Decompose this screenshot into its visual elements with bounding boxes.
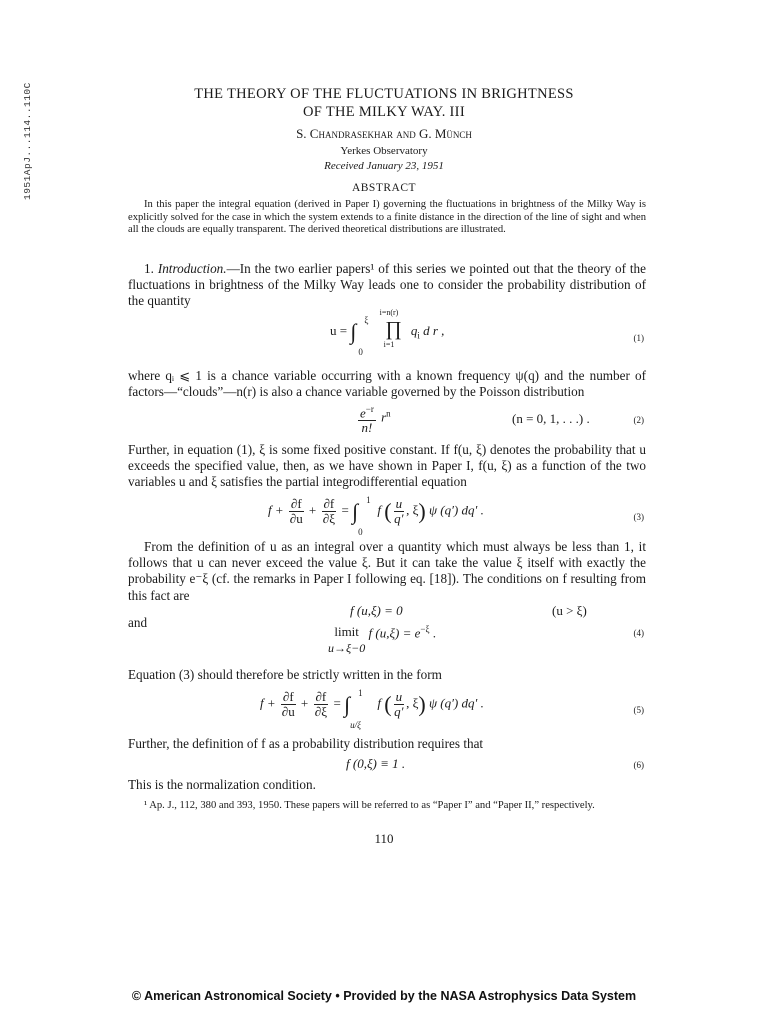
eq5-frac-den: q′ — [394, 704, 404, 719]
eq3-d2-num: ∂f — [323, 496, 335, 511]
eq4b-limit-sub: u→ξ−0 — [328, 641, 366, 655]
eq5-d2-den: ∂ξ — [314, 704, 327, 719]
section-title: Introduction. — [157, 261, 227, 276]
eq2-tail-exp: n — [386, 408, 391, 419]
eq5-plus: + — [300, 695, 309, 711]
eq5-rest: , ξ — [406, 695, 419, 711]
eq5-d2-num: ∂f — [315, 689, 327, 704]
eq3-equals: = — [341, 502, 349, 518]
eq5-tail: ψ (q′) dq′ . — [428, 695, 484, 711]
eq4b-expr: f (u,ξ) = e — [368, 625, 421, 641]
eq3-rest: , ξ — [406, 502, 419, 518]
eq5-d1-num: ∂f — [282, 689, 294, 704]
eq2-tail: r — [381, 409, 387, 425]
paragraph-5: Equation (3) should therefore be strictly written in the form — [128, 667, 442, 682]
eq2-numerator: e — [360, 405, 366, 421]
equation-2 — [356, 402, 391, 435]
authors: S. Chandrasekhar and G. Münch — [296, 126, 472, 141]
equation-4b — [328, 624, 436, 656]
eq5-f: f — [377, 695, 381, 711]
footnote: ¹ Ap. J., 112, 380 and 393, 1950. These papers will be referred to as “Paper I” and “Paper II,” respectively. — [144, 800, 595, 811]
eq2-numerator-exp: −r — [365, 404, 374, 414]
eq3-lhs: f + — [268, 502, 284, 518]
eq3-int-lower: 0 — [358, 526, 363, 537]
eq1-int-lower: 0 — [358, 347, 363, 358]
equation-6 — [346, 756, 405, 772]
eq4b-limit: limit — [334, 624, 359, 639]
page-number: 110 — [374, 831, 394, 846]
ads-footer: © American Astronomical Society • Provided by the NASA Astrophysics Data System — [131, 989, 637, 1003]
paragraph-6: Further, the definition of f as a probability distribution requires that — [128, 736, 484, 751]
equation-5: f + $\frac{\partial f}{\partial u}$ + $\frac{\partial f}{\partial\xi}$ = ∫ 1 u/ξ f ( $\frac{u}{q'}$ , ξ) ψ (q′) dq′ . — [260, 687, 484, 730]
eq3-d2-den: ∂ξ — [322, 511, 335, 526]
eq1-prod-lower: i=1 — [383, 340, 395, 349]
paper-title-line-1: THE THEORY OF THE FLUCTUATIONS IN BRIGHTNESS — [194, 86, 574, 102]
eq1-lhs: u = — [330, 323, 348, 338]
paper-title-line-2: OF THE MILKY WAY. III — [303, 104, 465, 120]
equation-number-1: (1) — [633, 333, 644, 343]
eq4b-end: . — [432, 625, 436, 641]
equation-number-2: (2) — [633, 415, 644, 425]
eq3-frac-num: u — [395, 496, 403, 511]
eq5-d1-den: ∂u — [281, 704, 295, 719]
abstract-text: In this paper the integral equation (derived in Paper I) governing the fluctuations in brightness of the Milky Way is explicitly solved for the case in which the system extends to a finite distance in the direction of the line of sight and when all the clouds are equally transparent. The derived theoretical distributions are illustrated. — [128, 199, 646, 236]
section-number: 1. — [144, 261, 154, 276]
intro-text: —In the two earlier papers¹ of this series we pointed out that the theory of the fluctuations in brightness of the Milky Way leads one to consider the probability distribution of the quantity — [128, 261, 646, 309]
eq5-lhs: f + — [260, 695, 276, 711]
eq5-int-upper: 1 — [358, 687, 363, 698]
equation-number-6: (6) — [633, 760, 644, 770]
eq2-condition: (n = 0, 1, . . .) . — [512, 411, 590, 426]
eq1-body: q — [410, 323, 418, 338]
received-date: Received January 23, 1951 — [324, 160, 444, 172]
bibcode-text: 1951ApJ...114..110C — [22, 82, 33, 200]
eq1-int-upper: ξ — [364, 315, 369, 326]
eq5-frac-num: u — [395, 689, 403, 704]
paragraph-4: From the definition of u as an integral over a quantity which must always be less than 1, it follows that u can never exceed the value ξ. But it can take the value ξ itself with exactly the probability e⁻ξ (cf. the remarks in Paper I following eq. [18]). The conditions on f resulting from this fact are — [128, 539, 646, 603]
equation-1: u = ∫ ξ 0 i=n(r) ∏ i=1 $q_i$ d r , — [330, 308, 445, 358]
eq4a-expr: f (u,ξ) = 0 — [350, 603, 403, 618]
paragraph-3: Further, in equation (1), ξ is some fixed positive constant. If f(u, ξ) denotes the probability that u exceeds the specified value, then, as we have shown in Paper I, f(u, ξ) as a function of the two variables u and ξ satisfies the partial integrodifferential equation — [128, 442, 646, 490]
eq6-expr: f (0,ξ) ≡ 1 . — [346, 756, 406, 771]
and-label: and — [128, 615, 148, 630]
eq5-int-lower: u/ξ — [350, 719, 361, 730]
abstract-heading: ABSTRACT — [351, 182, 417, 194]
eq3-d1-num: ∂f — [290, 496, 302, 511]
equation-4a — [350, 603, 403, 619]
equation-3: f + $\frac{\partial f}{\partial u}$ + $\frac{\partial f}{\partial\xi}$ = ∫ 1 0 f ( $\frac{u}{q'}$ , ξ) ψ (q′) dq′ . — [268, 494, 484, 537]
eq4a-condition: (u > ξ) — [552, 603, 587, 618]
eq3-frac-den: q′ — [394, 511, 404, 526]
eq4b-exp: −ξ — [420, 624, 430, 634]
eq1-tail: d r , — [423, 323, 445, 338]
equation-number-3: (3) — [633, 512, 644, 522]
eq2-denominator: n! — [361, 420, 373, 436]
eq1-sub: i — [417, 330, 420, 341]
eq1-prod-upper: i=n(r) — [379, 308, 399, 317]
equation-number-4: (4) — [633, 628, 644, 638]
eq3-f: f — [377, 502, 381, 518]
eq3-plus: + — [308, 502, 317, 518]
affiliation: Yerkes Observatory — [340, 145, 428, 157]
paragraph-2: where qᵢ ⩽ 1 is a chance variable occurring with a known frequency ψ(q) and the number of factors—“clouds”—n(r) is also a chance variable governed by the Poisson distribution — [128, 368, 646, 400]
eq3-tail: ψ (q′) dq′ . — [428, 502, 484, 518]
equation-number-5: (5) — [633, 705, 644, 715]
intro-paragraph — [128, 261, 646, 310]
eq3-int-upper: 1 — [366, 494, 371, 505]
eq3-d1-den: ∂u — [289, 511, 303, 526]
paragraph-7: This is the normalization condition. — [128, 777, 316, 792]
eq5-equals: = — [333, 695, 341, 711]
